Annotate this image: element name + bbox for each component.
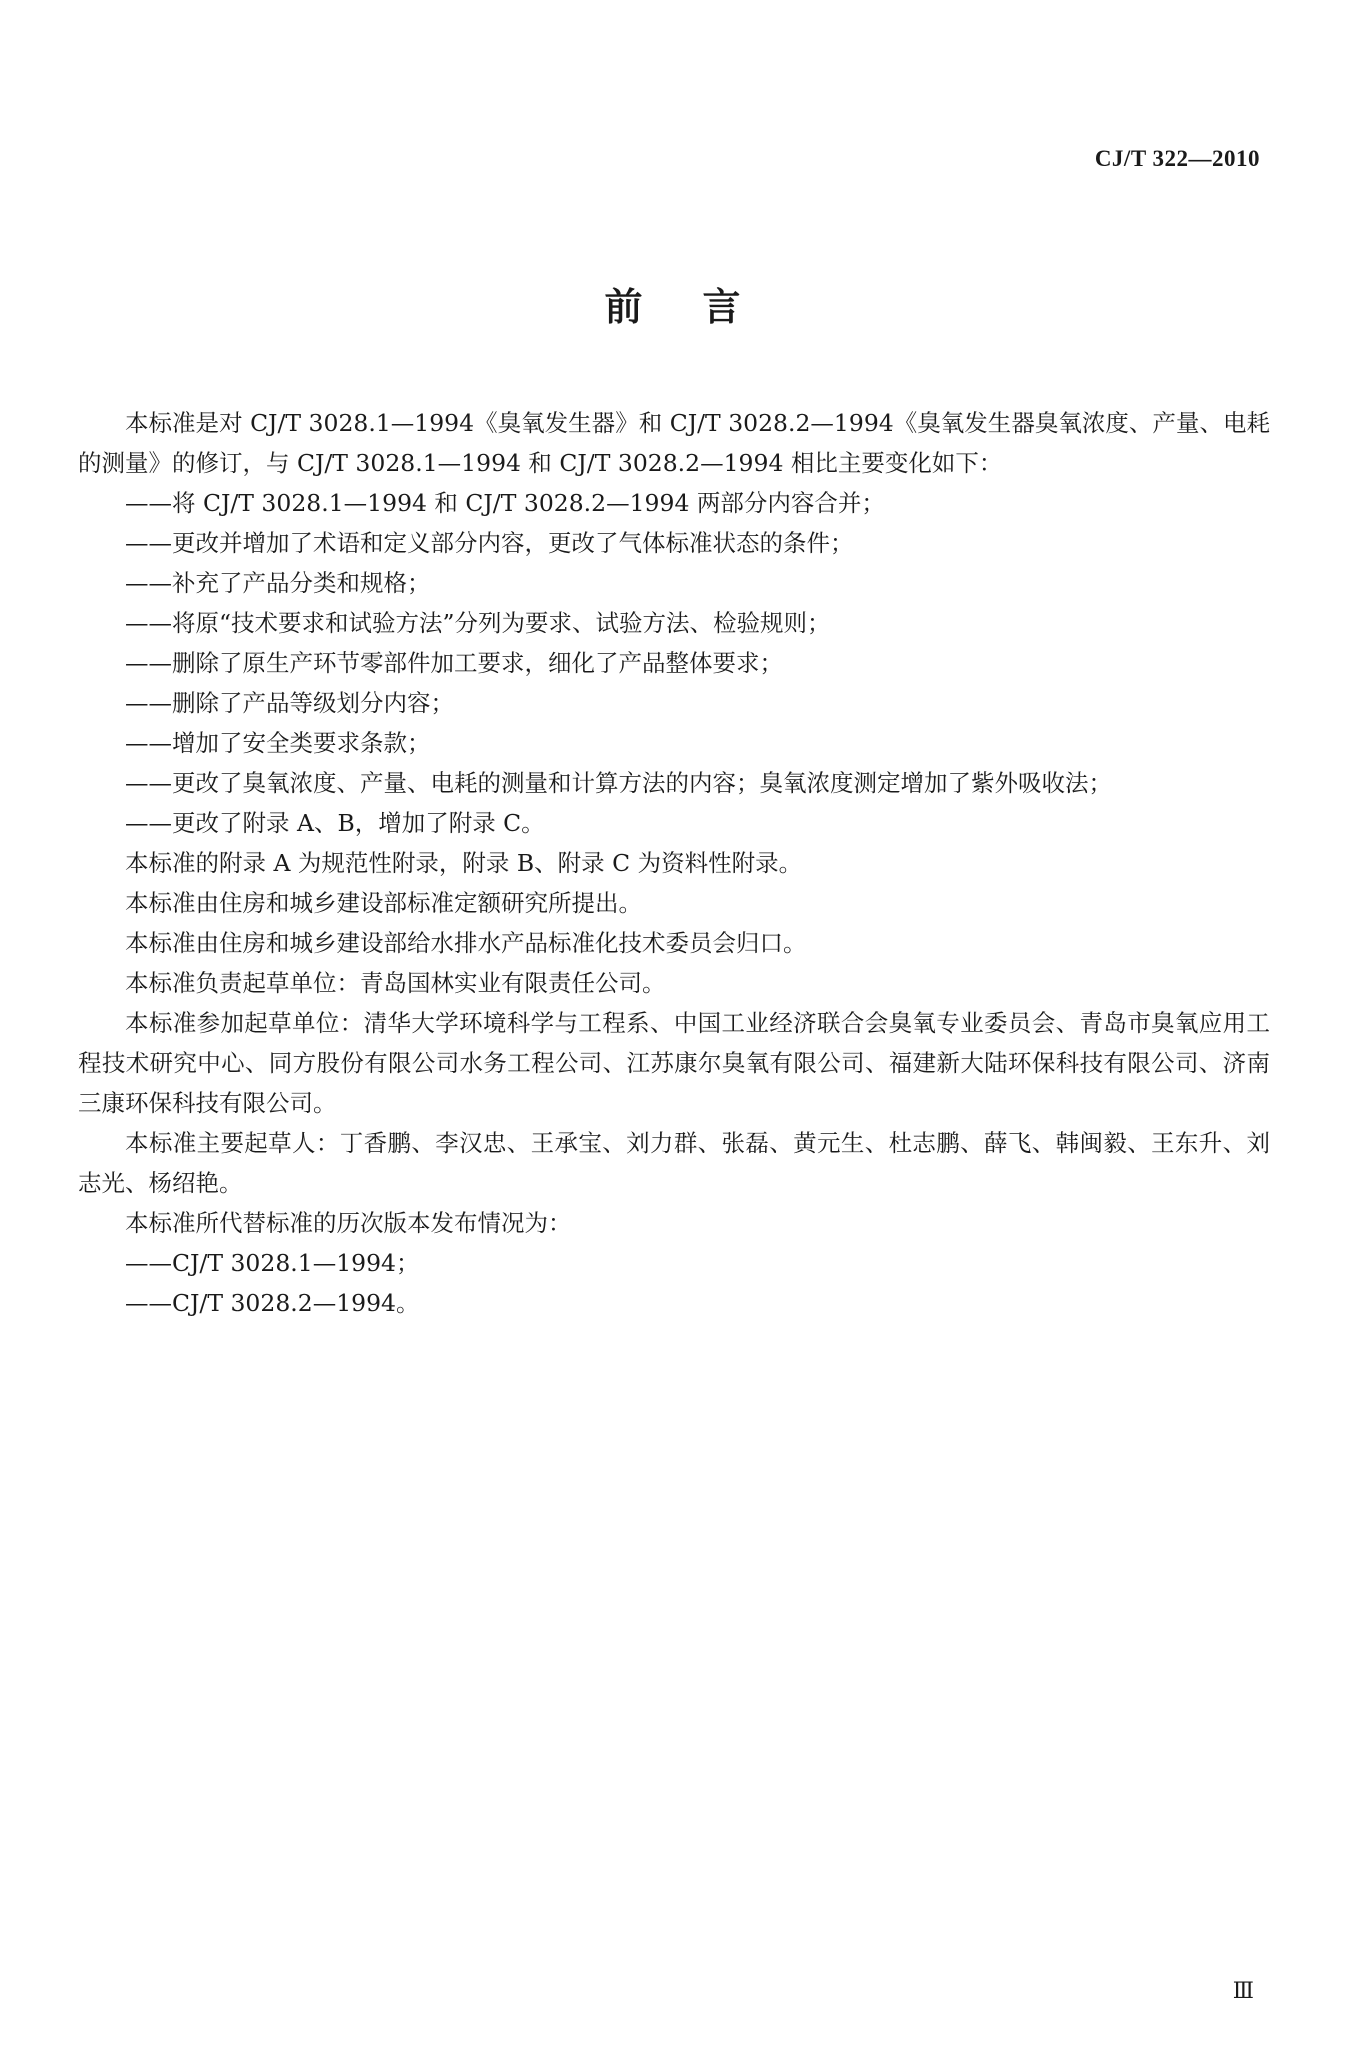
change-item: ——补充了产品分类和规格； — [125, 569, 431, 597]
change-item: ——将 CJ/T 3028.1—1994 和 CJ/T 3028.2—1994 两部分内容合并； — [125, 489, 885, 517]
centralized-by-paragraph: 本标准由住房和城乡建设部给水排水产品标准化技术委员会归口。 — [125, 929, 807, 957]
page-title: 前言 — [604, 285, 801, 329]
change-item: ——删除了原生产环节零部件加工要求，细化了产品整体要求； — [125, 649, 783, 677]
page-number: Ⅲ — [1232, 1978, 1254, 2003]
drafters-paragraph: 本标准主要起草人：丁香鹏、李汉忠、王承宝、刘力群、张磊、黄元生、杜志鹏、薛飞、韩闽毅、王东升、刘志光、杨绍艳。 — [78, 1129, 1270, 1197]
history-item: ——CJ/T 3028.1—1994； — [125, 1249, 420, 1277]
change-item: ——删除了产品等级划分内容； — [125, 689, 454, 717]
drafting-unit-paragraph: 本标准负责起草单位：青岛国林实业有限责任公司。 — [125, 969, 666, 997]
history-item: ——CJ/T 3028.2—1994。 — [125, 1289, 420, 1317]
change-item: ——更改并增加了术语和定义部分内容，更改了气体标准状态的条件； — [125, 529, 854, 557]
history-intro-paragraph: 本标准所代替标准的历次版本发布情况为： — [125, 1209, 572, 1237]
change-list — [78, 483, 1270, 843]
change-item: ——增加了安全类要求条款； — [125, 729, 431, 757]
change-item: ——更改了附录 A、B，增加了附录 C。 — [125, 809, 545, 837]
change-item: ——更改了臭氧浓度、产量、电耗的测量和计算方法的内容；臭氧浓度测定增加了紫外吸收法； — [125, 769, 1112, 797]
foreword-body — [78, 403, 1270, 1323]
proposed-by-paragraph: 本标准由住房和城乡建设部标准定额研究所提出。 — [125, 889, 642, 917]
history-list — [78, 1243, 1270, 1323]
intro-paragraph: 本标准是对 CJ/T 3028.1—1994《臭氧发生器》和 CJ/T 3028.2—1994《臭氧发生器臭氧浓度、产量、电耗的测量》的修订，与 CJ/T 3028.1—1994 和 CJ/T 3028.2—1994 相比主要变化如下： — [78, 409, 1270, 477]
change-item: ——将原“技术要求和试验方法”分列为要求、试验方法、检验规则； — [125, 609, 831, 637]
standard-code: CJ/T 322—2010 — [1094, 146, 1260, 171]
participating-units-paragraph: 本标准参加起草单位：清华大学环境科学与工程系、中国工业经济联合会臭氧专业委员会、青岛市臭氧应用工程技术研究中心、同方股份有限公司水务工程公司、江苏康尔臭氧有限公司、福建新大陆环保科技有限公司、济南三康环保科技有限公司。 — [78, 1009, 1270, 1117]
appendix-paragraph: 本标准的附录 A 为规范性附录，附录 B、附录 C 为资料性附录。 — [125, 849, 803, 877]
